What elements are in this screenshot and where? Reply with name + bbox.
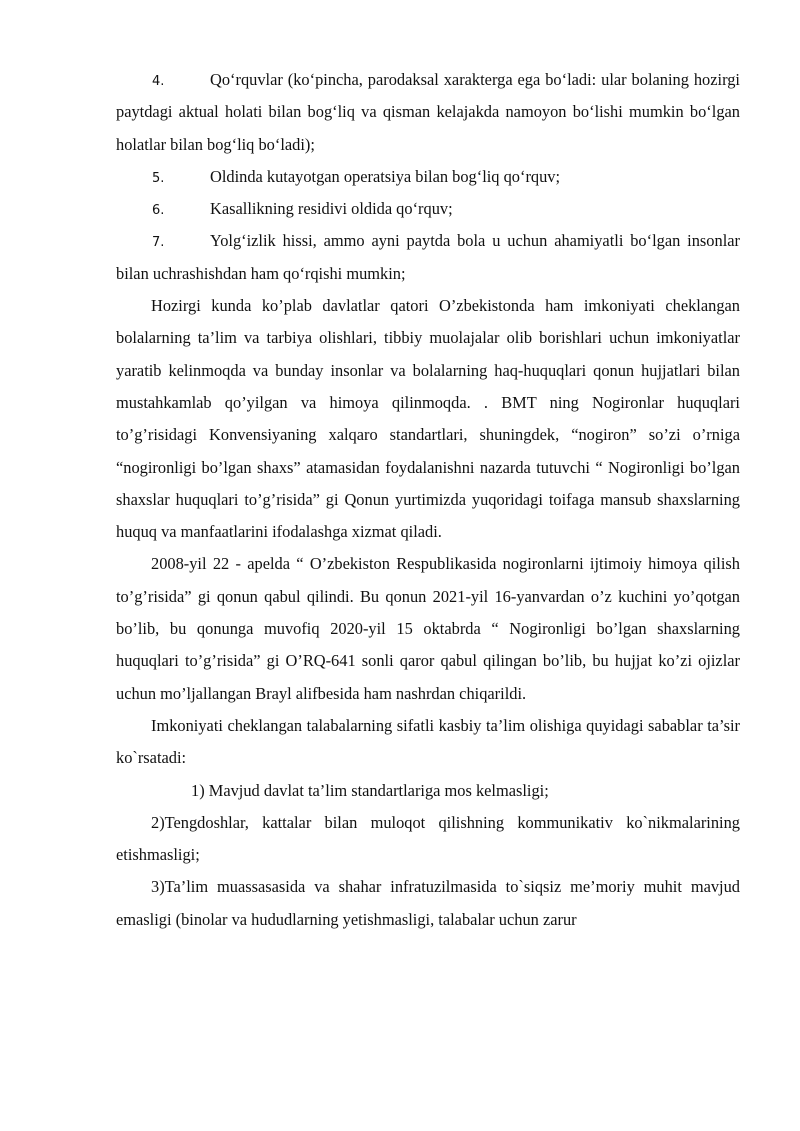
list-item-6	[116, 193, 740, 225]
reason-item-2: 2)Tengdoshlar, kattalar bilan muloqot qilishning kommunikativ ko`nikmalarining etishmasligi;	[116, 812, 740, 865]
list-item-text: Kasallikning residivi oldida qo‘rquv;	[210, 199, 453, 219]
list-item-4	[116, 64, 740, 161]
list-number: 7.	[152, 235, 165, 251]
list-item-text: Yolg‘izlik hissi, ammo ayni paytda bola u uchun ahamiyatli bo‘lgan insonlar bilan uchrashishdan ham qo‘rqishi mumkin;	[116, 231, 740, 283]
paragraph-reasons-intro: Imkoniyati cheklangan talabalarning sifatli kasbiy ta’lim olishiga quyidagi sabablar ta’sir ko`rsatadi:	[116, 715, 740, 768]
list-number: 4.	[152, 74, 165, 89]
list-item-7	[116, 225, 740, 290]
list-number: 6.	[152, 203, 165, 219]
paragraph-law-history: 2008-yil 22 - apelda “ O’zbekiston Respublikasida nogironlarni ijtimoiy himoya qilish to’g’risida” gi qonun qabul qilindi. Bu qonun 2021-yil 16-yanvardan o’z kuchini yo’qotgan bo’lib, bu qonunga muvofiq 2020-yil 15 oktabrda “ Nogironligi bo’lgan shaxslarning huquqlari to’g’risida” gi O’RQ-641 sonli qaror qabul qilingan bo’lib, bu hujjat ko’zi ojizlar uchun mo’ljallangan Brayl alifbesida ham nashrdan chiqarildi.	[116, 554, 740, 703]
list-item-text: Qo‘rquvlar (ko‘pincha, parodaksal xarakterga ega bo‘ladi: ular bolaning hozirgi paytdagi aktual holati bilan bog‘liq va qisman kelajakda namoyon bo‘lishi mumkin bo‘lgan holatlar bilan bog‘liq bo‘ladi);	[116, 70, 740, 154]
reason-item-3: 3)Ta’lim muassasasida va shahar infratuzilmasida to`siqsiz me’moriy muhit mavjud emasligi (binolar va hududlarning yetishmasligi, talabalar uchun zarur	[116, 877, 740, 929]
list-item-5	[116, 161, 740, 193]
list-item-text: Oldinda kutayotgan operatsiya bilan bog‘liq qo‘rquv;	[210, 166, 561, 186]
list-number: 5.	[152, 170, 165, 186]
paragraph-disability-rights: Hozirgi kunda ko’plab davlatlar qatori O’zbekistonda ham imkoniyati cheklangan bolalarning ta’lim va tarbiya olishlari, tibbiy muolajalar olib borishlari uchun imkoniyatlar yaratib kelinmoqda va bunday insonlar va bolalarning haq-huquqlari qonun hujjatlari bilan mustahkamlab qo’yilgan va himoya qilinmoqda. . BMT ning Nogironlar huquqlari to’g’risidagi Konvensiyaning xalqaro standartlari, shuningdek, “nogiron” so’zi o’rniga “nogironligi bo’lgan shaxs” atamasidan foydalanishni nazarda tutuvchi “ Nogironligi bo’lgan shaxslar huquqlari to’g’risida” gi Qonun yurtimizda yuqoridagi toifaga mansub shaxslarning huquq va manfaatlarini ifodalashga xizmat qiladi.	[116, 296, 740, 542]
reason-item-1: 1) Mavjud davlat ta’lim standartlariga mos kelmasligi;	[191, 780, 549, 800]
document-page	[116, 64, 740, 936]
